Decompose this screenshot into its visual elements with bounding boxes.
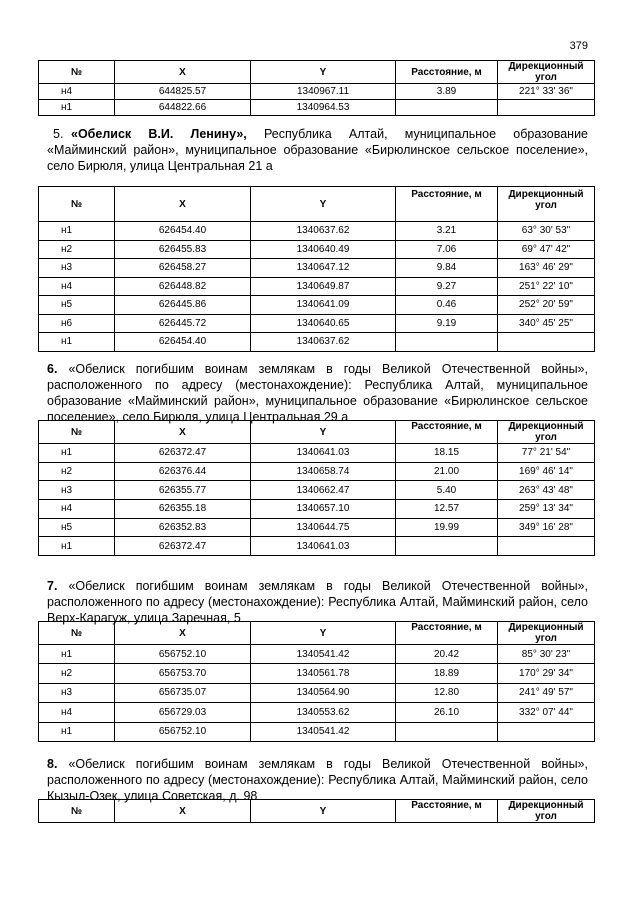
- table-row: [39, 333, 595, 352]
- distance-cell: 12.80: [396, 683, 498, 702]
- x-cell: 626372.47: [115, 537, 251, 556]
- point-cell: н3: [39, 683, 115, 702]
- y-cell: 1340657.10: [251, 500, 396, 519]
- y-cell: 1340662.47: [251, 481, 396, 500]
- point-cell: н4: [39, 703, 115, 722]
- angle-cell: 340° 45' 25": [498, 314, 595, 333]
- x-cell: 626355.18: [115, 500, 251, 519]
- point-cell: н3: [39, 259, 115, 278]
- section-7-number: 7.: [47, 579, 58, 593]
- y-cell: 1340967.11: [251, 84, 396, 100]
- table-row: [39, 703, 595, 722]
- section-7-description: [47, 578, 588, 626]
- angle-cell: 349° 16' 28": [498, 518, 595, 537]
- x-cell: 656729.03: [115, 703, 251, 722]
- section-8-coordinates-table: [38, 799, 594, 823]
- header-distance: Расстояние, м: [396, 187, 498, 222]
- point-cell: н4: [39, 84, 115, 100]
- y-cell: 1340640.65: [251, 314, 396, 333]
- angle-cell: 251° 22' 10": [498, 277, 595, 296]
- table-row: [39, 518, 595, 537]
- table-row: [39, 84, 595, 100]
- table-row: [39, 314, 595, 333]
- distance-cell: 3.21: [396, 222, 498, 241]
- x-cell: 626352.83: [115, 518, 251, 537]
- header-angle: Дирекционный угол: [498, 421, 595, 444]
- angle-cell: 252° 20' 59": [498, 296, 595, 315]
- point-cell: н1: [39, 444, 115, 463]
- x-cell: 656753.70: [115, 664, 251, 683]
- coordinates-table-continued: [38, 60, 594, 116]
- distance-cell: [396, 100, 498, 116]
- angle-cell: 169° 46' 14": [498, 462, 595, 481]
- table-body: [39, 222, 595, 352]
- table-row: [39, 645, 595, 664]
- distance-cell: 0.46: [396, 296, 498, 315]
- table-row: [39, 240, 595, 259]
- x-cell: 626454.40: [115, 222, 251, 241]
- header-angle: Дирекционный угол: [498, 61, 595, 84]
- distance-cell: [396, 722, 498, 741]
- table-row: [39, 296, 595, 315]
- point-cell: н5: [39, 296, 115, 315]
- y-cell: 1340641.09: [251, 296, 396, 315]
- header-y: Y: [251, 61, 396, 84]
- point-cell: н1: [39, 722, 115, 741]
- angle-cell: 85° 30' 23": [498, 645, 595, 664]
- distance-cell: 9.19: [396, 314, 498, 333]
- angle-cell: 221° 33' 36": [498, 84, 595, 100]
- x-cell: 626454.40: [115, 333, 251, 352]
- angle-cell: 241° 49' 57": [498, 683, 595, 702]
- section-6-number: 6.: [47, 362, 58, 376]
- x-cell: 626372.47: [115, 444, 251, 463]
- header-y: Y: [251, 421, 396, 444]
- distance-cell: [396, 333, 498, 352]
- x-cell: 644825.57: [115, 84, 251, 100]
- table-row: [39, 664, 595, 683]
- table-row: [39, 444, 595, 463]
- table-row: [39, 537, 595, 556]
- section-8-description: [47, 756, 588, 804]
- point-cell: н5: [39, 518, 115, 537]
- table-row: [39, 100, 595, 116]
- header-num: №: [39, 421, 115, 444]
- table-body: [39, 84, 595, 116]
- section-5-description: [47, 126, 588, 174]
- point-cell: н2: [39, 664, 115, 683]
- point-cell: н1: [39, 645, 115, 664]
- page-number: 379: [569, 40, 588, 52]
- distance-cell: 12.57: [396, 500, 498, 519]
- table-row: [39, 277, 595, 296]
- section-8-number: 8.: [47, 757, 58, 771]
- y-cell: 1340640.49: [251, 240, 396, 259]
- point-cell: н1: [39, 537, 115, 556]
- y-cell: 1340541.42: [251, 722, 396, 741]
- point-cell: н6: [39, 314, 115, 333]
- section-5-coordinates-table: [38, 186, 594, 352]
- header-x: X: [115, 61, 251, 84]
- table-body: [39, 645, 595, 742]
- section-7-address: «Обелиск погибшим воинам землякам в годы Великой Отечественной войны», расположенного по адресу (местонахождение): Республика Алтай, Майминский район, село Верх-Карагуж, улица Заречная, 5: [47, 579, 588, 625]
- section-5-number: 5.: [53, 127, 64, 141]
- header-num: №: [39, 187, 115, 222]
- header-x: X: [115, 622, 251, 645]
- y-cell: 1340647.12: [251, 259, 396, 278]
- x-cell: 626455.83: [115, 240, 251, 259]
- distance-cell: 21.00: [396, 462, 498, 481]
- y-cell: 1340658.74: [251, 462, 396, 481]
- point-cell: н4: [39, 277, 115, 296]
- header-angle: Дирекционный угол: [498, 187, 595, 222]
- distance-cell: 5.40: [396, 481, 498, 500]
- distance-cell: 7.06: [396, 240, 498, 259]
- section-6-description: [47, 361, 588, 425]
- table-row: [39, 500, 595, 519]
- x-cell: 656752.10: [115, 722, 251, 741]
- section-5-object-name: «Обелиск В.И. Ленину»,: [71, 127, 247, 141]
- table-row: [39, 222, 595, 241]
- section-8-address: «Обелиск погибшим воинам землякам в годы Великой Отечественной войны», расположенного по адресу (местонахождение): Республика Алтай, Майминский район, село Кызыл-Озек, улица Советская, д. 98: [47, 757, 588, 803]
- header-x: X: [115, 800, 251, 823]
- x-cell: 626445.86: [115, 296, 251, 315]
- section-6-address: «Обелиск погибшим воинам землякам в годы Великой Отечественной войны», расположенного по адресу (местонахождение): Республика Алтай, муниципальное образование «Майминский район», муниципальное образование «Бирюлинское сельское поселение», село Бирюля, улица Центральная 29 а: [47, 362, 588, 424]
- distance-cell: 26.10: [396, 703, 498, 722]
- y-cell: 1340564.90: [251, 683, 396, 702]
- table-row: [39, 462, 595, 481]
- y-cell: 1340964.53: [251, 100, 396, 116]
- distance-cell: 18.15: [396, 444, 498, 463]
- header-distance: Расстояние, м: [396, 800, 498, 823]
- y-cell: 1340553.62: [251, 703, 396, 722]
- angle-cell: 170° 29' 34": [498, 664, 595, 683]
- distance-cell: 20.42: [396, 645, 498, 664]
- header-distance: Расстояние, м: [396, 421, 498, 444]
- distance-cell: 18.89: [396, 664, 498, 683]
- point-cell: н2: [39, 462, 115, 481]
- point-cell: н1: [39, 222, 115, 241]
- header-num: №: [39, 622, 115, 645]
- table-row: [39, 722, 595, 741]
- header-angle: Дирекционный угол: [498, 800, 595, 823]
- section-5-address: Республика Алтай, муниципальное образование «Майминский район», муниципальное образование «Бирюлинское сельское поселение», село Бирюля, улица Центральная 21 а: [47, 127, 589, 173]
- section-7-coordinates-table: [38, 621, 594, 742]
- x-cell: 626376.44: [115, 462, 251, 481]
- y-cell: 1340649.87: [251, 277, 396, 296]
- point-cell: н1: [39, 100, 115, 116]
- point-cell: н3: [39, 481, 115, 500]
- table-row: [39, 683, 595, 702]
- y-cell: 1340637.62: [251, 333, 396, 352]
- angle-cell: [498, 722, 595, 741]
- header-angle: Дирекционный угол: [498, 622, 595, 645]
- angle-cell: [498, 100, 595, 116]
- y-cell: 1340561.78: [251, 664, 396, 683]
- x-cell: 626445.72: [115, 314, 251, 333]
- y-cell: 1340644.75: [251, 518, 396, 537]
- header-x: X: [115, 421, 251, 444]
- x-cell: 644822.66: [115, 100, 251, 116]
- distance-cell: 9.84: [396, 259, 498, 278]
- angle-cell: 332° 07' 44": [498, 703, 595, 722]
- angle-cell: 263° 43' 48": [498, 481, 595, 500]
- x-cell: 656752.10: [115, 645, 251, 664]
- table-body: [39, 444, 595, 556]
- angle-cell: [498, 537, 595, 556]
- header-distance: Расстояние, м: [396, 622, 498, 645]
- point-cell: н2: [39, 240, 115, 259]
- angle-cell: 77° 21' 54": [498, 444, 595, 463]
- y-cell: 1340641.03: [251, 444, 396, 463]
- distance-cell: 3.89: [396, 84, 498, 100]
- distance-cell: [396, 537, 498, 556]
- x-cell: 626355.77: [115, 481, 251, 500]
- angle-cell: 69° 47' 42": [498, 240, 595, 259]
- header-num: №: [39, 800, 115, 823]
- angle-cell: 163° 46' 29": [498, 259, 595, 278]
- y-cell: 1340637.62: [251, 222, 396, 241]
- x-cell: 626458.27: [115, 259, 251, 278]
- section-6-coordinates-table: [38, 420, 594, 556]
- point-cell: н4: [39, 500, 115, 519]
- x-cell: 626448.82: [115, 277, 251, 296]
- header-y: Y: [251, 187, 396, 222]
- table-row: [39, 481, 595, 500]
- x-cell: 656735.07: [115, 683, 251, 702]
- header-distance: Расстояние, м: [396, 61, 498, 84]
- y-cell: 1340641.03: [251, 537, 396, 556]
- point-cell: н1: [39, 333, 115, 352]
- distance-cell: 19.99: [396, 518, 498, 537]
- angle-cell: 259° 13' 34": [498, 500, 595, 519]
- header-x: X: [115, 187, 251, 222]
- y-cell: 1340541.42: [251, 645, 396, 664]
- header-num: №: [39, 61, 115, 84]
- distance-cell: 9.27: [396, 277, 498, 296]
- header-y: Y: [251, 622, 396, 645]
- angle-cell: [498, 333, 595, 352]
- angle-cell: 63° 30' 53": [498, 222, 595, 241]
- header-y: Y: [251, 800, 396, 823]
- table-row: [39, 259, 595, 278]
